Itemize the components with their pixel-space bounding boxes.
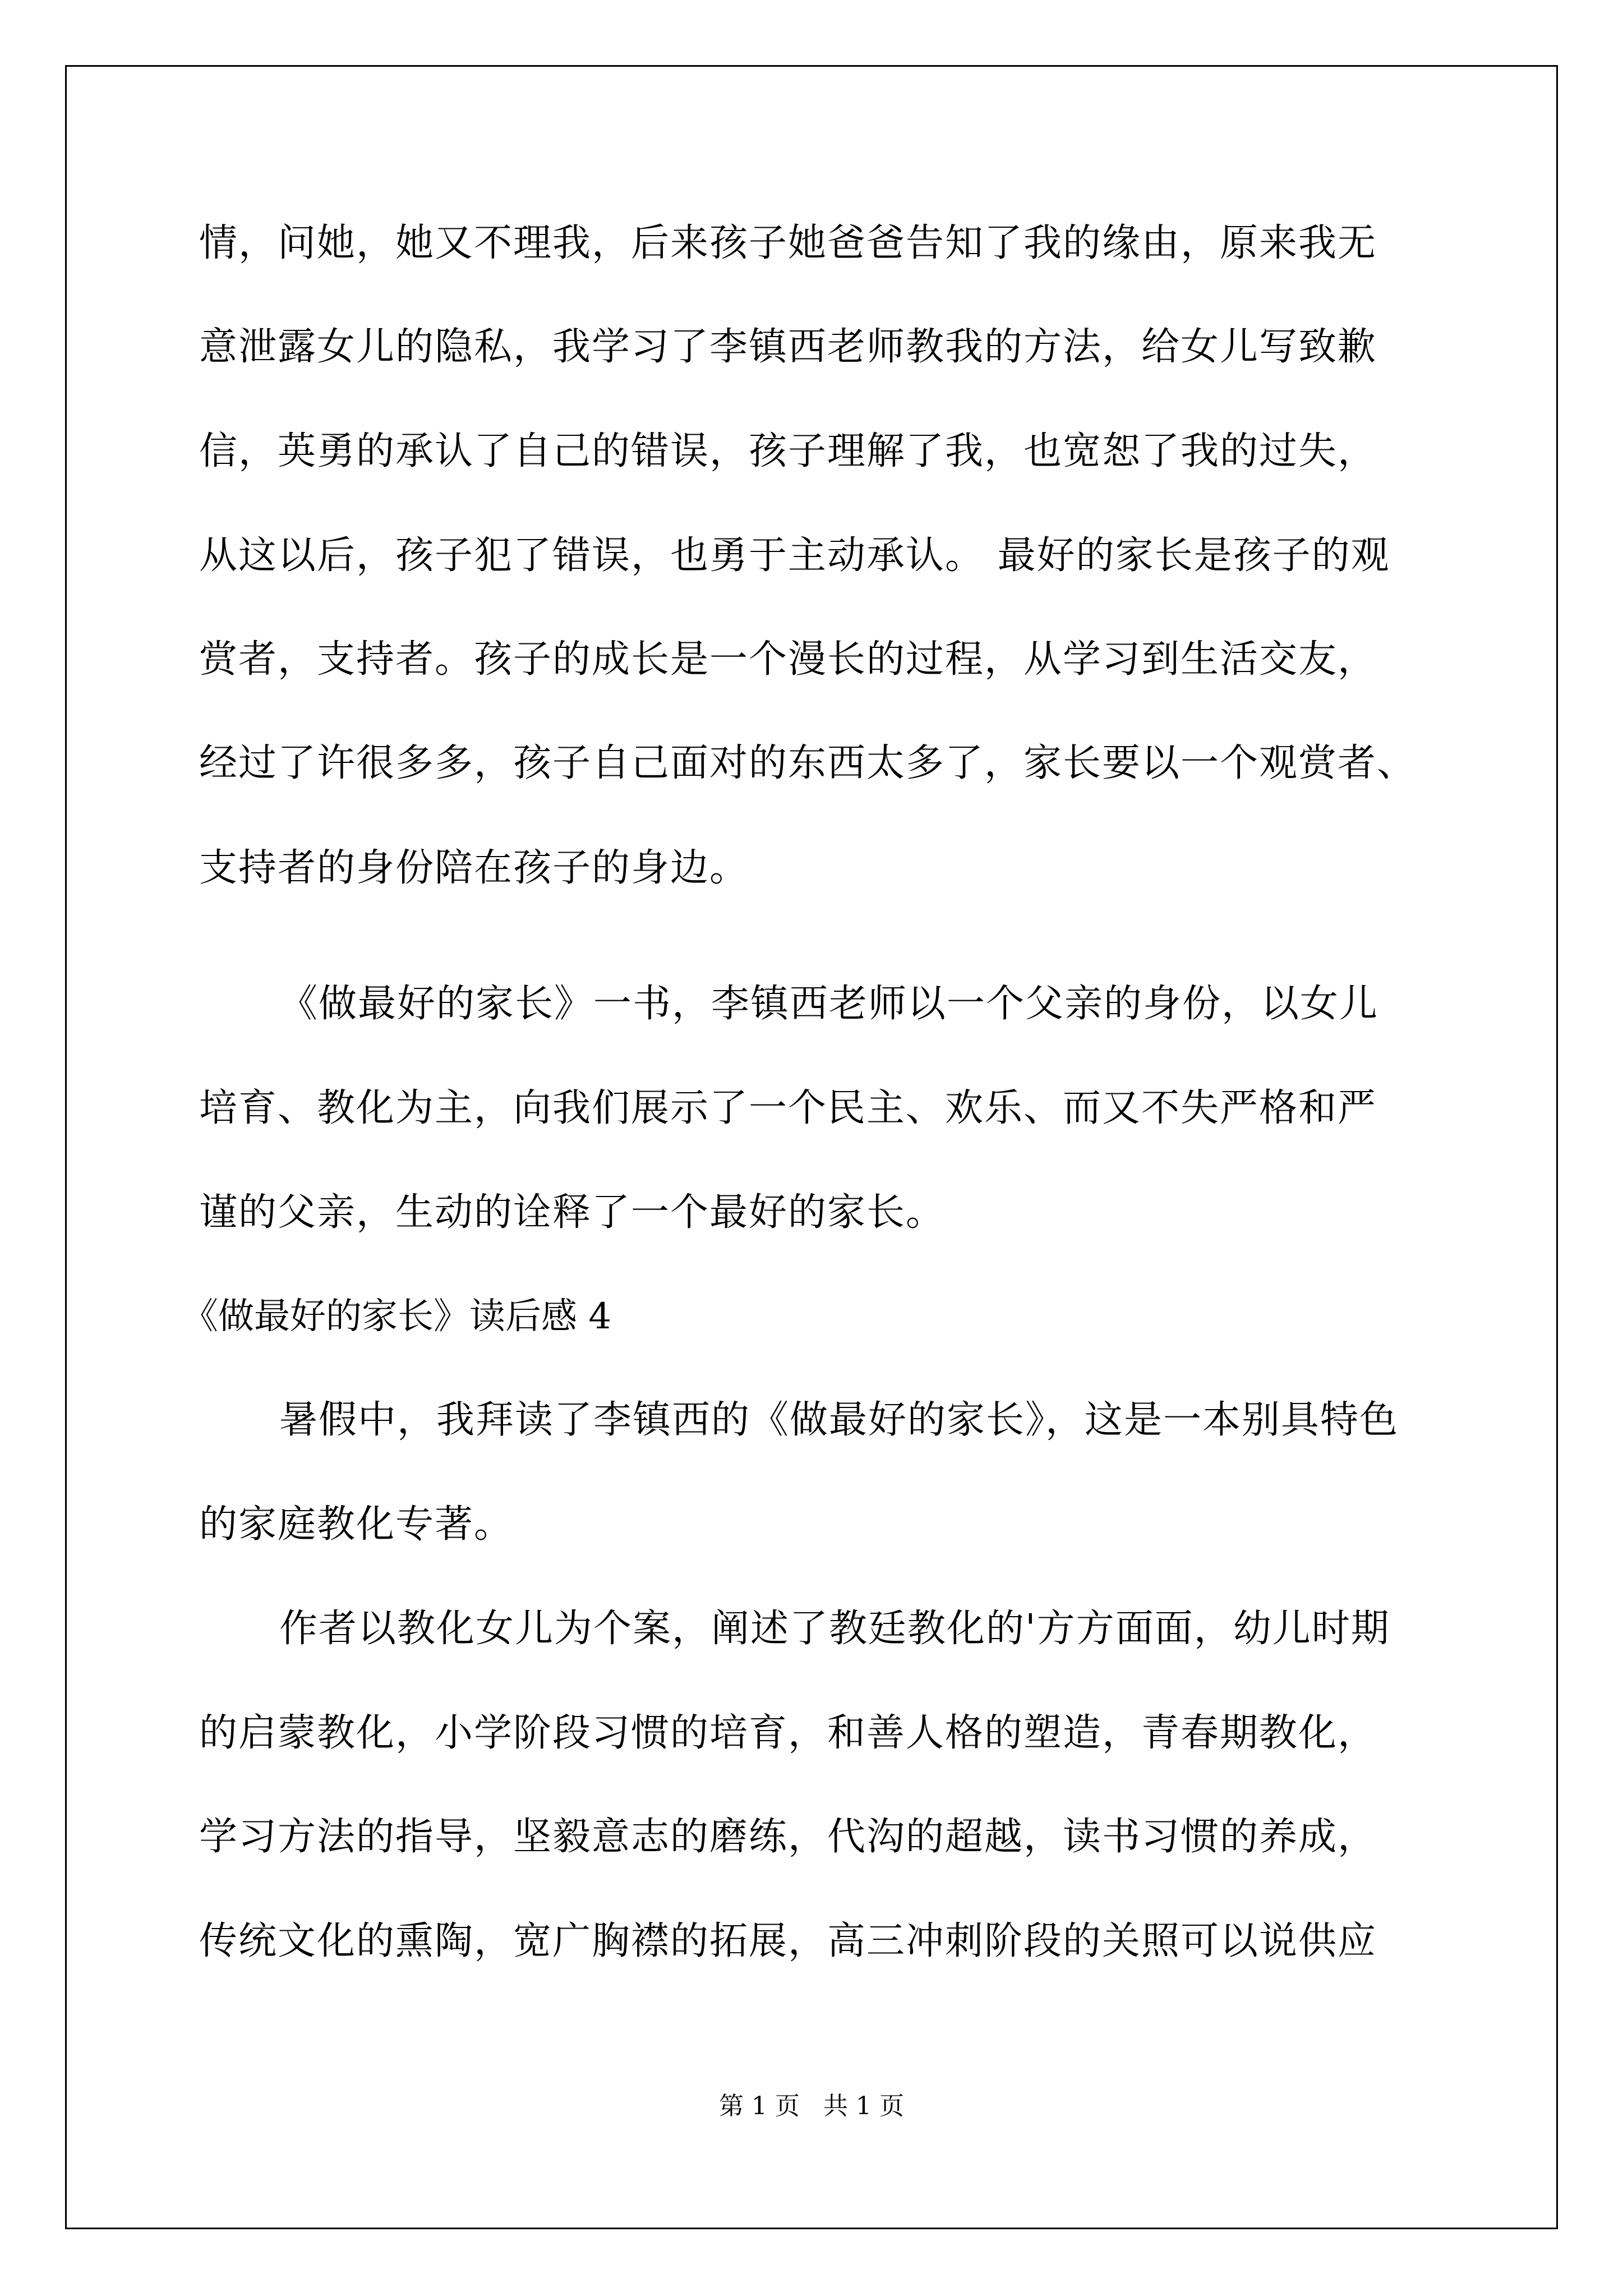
page-border [65, 65, 1558, 2229]
section-heading: 《做最好的家长》读后感 4 [182, 1296, 612, 1337]
text-line: 从这以后，孩子犯了错误，也勇于主动承认。 最好的家长是孩子的观 [199, 533, 1390, 578]
text-line: 谨的父亲，生动的诠释了一个最好的家长。 [199, 1190, 946, 1235]
page-total: 共 1 页 [823, 2092, 904, 2120]
text-line: 信，英勇的承认了自己的错误，孩子理解了我，也宽恕了我的过失， [199, 429, 1377, 473]
paragraph-start: 暑假中，我拜读了李镇西的《做最好的家长》，这是一本别具特色 [279, 1398, 1399, 1442]
text-line: 意泄露女儿的隐私，我学习了李镇西老师教我的方法，给女儿写致歉 [199, 325, 1377, 369]
text-line: 支持者的身份陪在孩子的身边。 [199, 846, 749, 890]
text-line: 赏者，支持者。孩子的成长是一个漫长的过程，从学习到生活交友， [199, 637, 1377, 682]
page-number: 第 1 页 [719, 2092, 800, 2120]
text-line: 情，问她，她又不理我，后来孩子她爸爸告知了我的缘由，原来我无 [199, 221, 1377, 265]
paragraph-start: 作者以教化女儿为个案，阐述了教廷教化的'方方面面，幼儿时期 [279, 1607, 1390, 1651]
text-line: 学习方法的指导，坚毅意志的磨练，代沟的超越，读书习惯的养成， [199, 1815, 1377, 1859]
text-line: 经过了许很多多，孩子自己面对的东西太多了，家长要以一个观赏者、 [199, 741, 1417, 785]
text-line: 传统文化的熏陶，宽广胸襟的拓展，高三冲刺阶段的关照可以说供应 [199, 1919, 1377, 1963]
text-line: 的家庭教化专著。 [199, 1502, 514, 1547]
text-line: 培育、教化为主，向我们展示了一个民主、欢乐、而又不失严格和严 [199, 1086, 1377, 1130]
text-line: 的启蒙教化，小学阶段习惯的培育，和善人格的塑造，青春期教化， [199, 1711, 1377, 1755]
paragraph-start: 《做最好的家长》一书，李镇西老师以一个父亲的身份，以女儿 [279, 982, 1379, 1026]
page-footer [0, 2090, 1623, 2123]
